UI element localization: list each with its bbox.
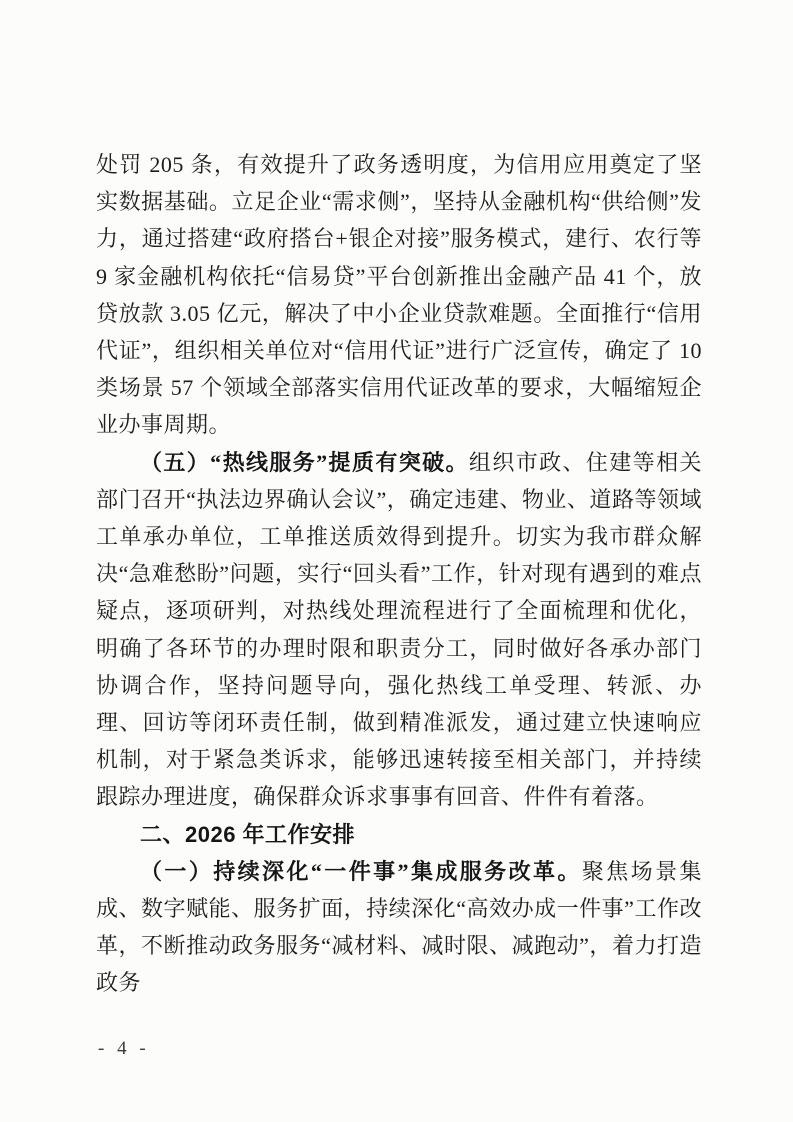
paragraph-hotline-service-lead: （五）“热线服务”提质有突破。: [140, 449, 469, 475]
heading-2026-work-plan: 二、2026 年工作安排: [140, 821, 356, 847]
paragraph-hotline-service: （五）“热线服务”提质有突破。组织市政、住建等相关部门召开“执法边界确认会议”，确定违建、物业、道路等领域工单承办单位，工单推送质效得到提升。切实为我市群众解决“急难愁盼”问题，实行“回头看”工作，针对现有遇到的难点疑点，逐项研判，对热线处理流程进行了全面梳理和优化，明确了各环节的办理时限和职责分工，同时做好各承办部门协调合作，坚持问题导向，强化热线工单受理、转派、办理、回访等闭环责任制，做到精准派发，通过建立快速响应机制，对于紧急类诉求，能够迅速转接至相关部门，并持续跟踪办理进度，确保群众诉求事事有回音、件件有着落。: [96, 449, 702, 810]
paragraph-one-thing-reform: （一）持续深化“一件事”集成服务改革。聚焦场景集成、数字赋能、服务扩面，持续深化“高效办成一件事”工作改革，不断推动政务服务“减材料、减时限、减跑动”，着力打造政务: [96, 858, 703, 996]
page-number: - 4 -: [98, 1038, 150, 1059]
paragraph-credit-application: 处罚 205 条，有效提升了政务透明度，为信用应用奠定了坚实数据基础。立足企业“需求侧”，坚持从金融机构“供给侧”发力，通过搭建“政府搭台+银企对接”服务模式，建行、农行等 9 家金融机构依托“信易贷”平台创新推出金融产品 41 个，放贷放款 3.05 亿元，解决了中小企业贷款难题。全面推行“信用代证”，组织相关单位对“信用代证”进行广泛宣传，确定了 10 类场景 57 个领域全部落实信用代证改革的要求，大幅缩短企业办事周期。: [96, 152, 702, 438]
document-content: [96, 146, 702, 1002]
paragraph-one-thing-reform-lead: （一）持续深化“一件事”集成服务改革。: [140, 858, 582, 884]
